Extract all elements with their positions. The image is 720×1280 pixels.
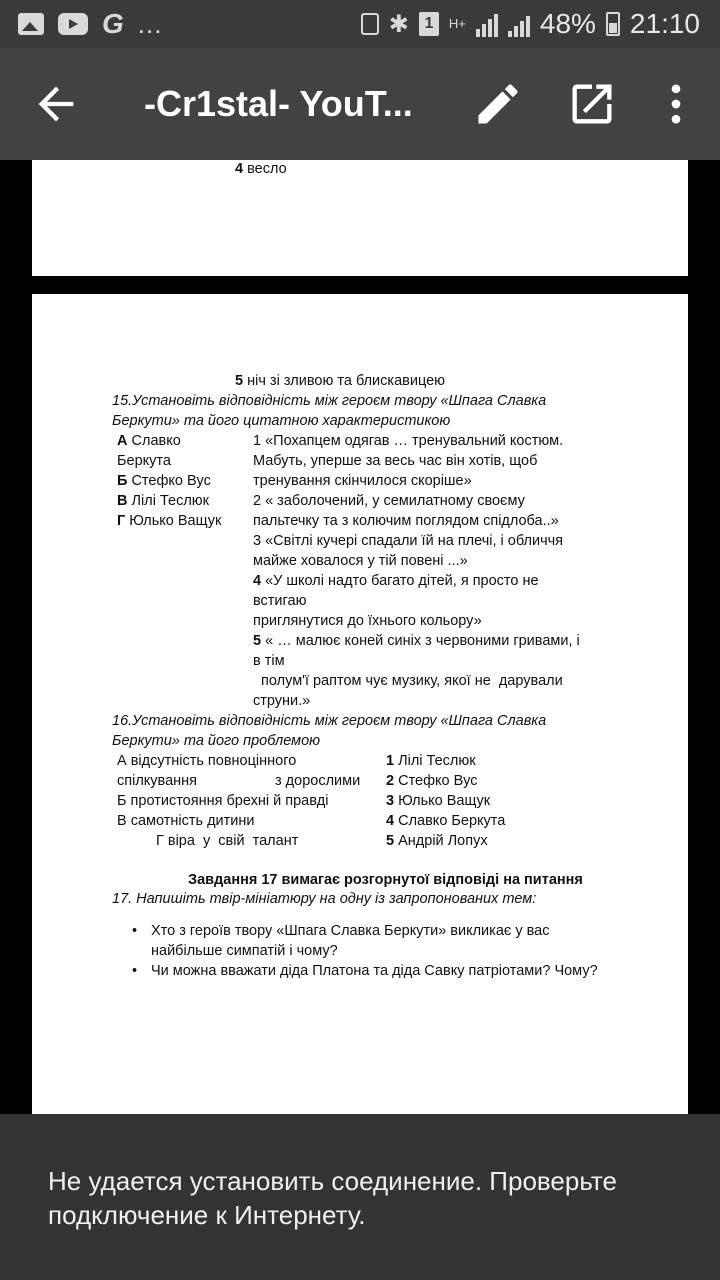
- bluetooth-icon: ✱: [388, 10, 409, 38]
- q16-answer: 5 Андрій Лопух: [386, 833, 488, 849]
- status-bar: [0, 0, 720, 48]
- q16-option-a-cont: спілкування: [117, 773, 198, 789]
- q16-answer: 2 Стефко Вус: [386, 773, 478, 789]
- q17-topic-1-cont: найбільше симпатій і чому?: [151, 943, 338, 959]
- q17-topic-2: Чи можна вважати діда Платона та діда Савку патріотами? Чому?: [151, 963, 598, 979]
- battery-icon: [606, 12, 620, 36]
- q16-option-v: В самотність дитини: [117, 813, 255, 829]
- question-16-title-cont: Беркути» та його проблемою: [112, 733, 321, 749]
- q15-quote-line: майже ховалося у тій повені ...»: [253, 553, 468, 569]
- signal-2-icon: [508, 11, 530, 37]
- youtube-icon: [58, 13, 88, 35]
- back-arrow-icon[interactable]: [30, 78, 82, 130]
- task-17-heading: Завдання 17 вимагає розгорнутої відповіді на питання: [188, 872, 583, 888]
- question-16-title: 16.Установіть відповідність між героєм твору «Шпага Славка: [112, 713, 547, 729]
- q15-quote-line: тренування скінчилося скоріше»: [253, 473, 472, 489]
- q15-option-a: А Славко: [117, 433, 181, 449]
- q16-option-a-cont-2: з дорослими: [275, 773, 361, 789]
- q16-answer: 3 Юлько Ващук: [386, 793, 491, 809]
- question-17-title: 17. Напишіть твір-мініатюру на одну із запропонованих тем:: [112, 891, 537, 907]
- clock: 21:10: [629, 8, 700, 39]
- lock-icon: [361, 13, 379, 35]
- q15-option-v: В Лілі Теслюк: [117, 493, 209, 509]
- edit-icon[interactable]: [472, 78, 524, 130]
- q15-quote-line: в тім: [253, 653, 285, 669]
- q15-quote-line: 1 «Похапцем одягав … тренувальний костюм.: [253, 433, 564, 449]
- q15-quote-line: приглянутися до їхнього кольору»: [253, 613, 482, 629]
- q15-quote-line: 2 « заболочений, у семилатному своєму: [253, 493, 525, 509]
- app-bar: [0, 48, 720, 160]
- network-type-icon: H+: [448, 16, 466, 31]
- question-15-title-cont: Беркути» та його цитатною характеристикою: [112, 413, 451, 429]
- battery-percent: 48%: [539, 8, 596, 39]
- q16-answer: 1 Лілі Теслюк: [386, 753, 476, 769]
- signal-icon: [476, 11, 498, 37]
- sim-icon: 1: [419, 12, 439, 36]
- g-icon: G: [102, 8, 124, 39]
- q15-option-b: Б Стефко Вус: [117, 473, 211, 489]
- q15-quote-line: струни.»: [253, 693, 311, 709]
- gallery-icon: [18, 13, 44, 35]
- q15-option-g: Г Юлько Ващук: [117, 513, 222, 529]
- q15-quote-line: 3 «Світлі кучері спадали їй на плечі, і обличчя: [253, 533, 564, 549]
- question-15-title: 15.Установіть відповідність між героєм твору «Шпага Славка: [112, 393, 547, 409]
- q15-option-a-cont: Беркута: [117, 453, 171, 469]
- bullet-icon: •: [132, 963, 138, 979]
- q16-answer: 4 Славко Беркута: [386, 813, 506, 829]
- snackbar-message: Не удается установить соединение. Проверьте подключение к Интернету.: [48, 1166, 617, 1230]
- more-vert-icon[interactable]: [650, 78, 702, 130]
- list-item: 4 весло: [235, 161, 287, 177]
- snackbar: [0, 1114, 720, 1280]
- document-page-1: [32, 160, 688, 276]
- q15-quote-line: полум'ї раптом чує музику, якої не дарували: [253, 673, 563, 689]
- more-notifications-icon: ...: [137, 8, 163, 39]
- document-title: -Cr1stal- YouT...: [144, 83, 413, 124]
- list-item: 5 ніч зі зливою та блискавицею: [235, 373, 446, 389]
- q16-option-g: Г віра у свій талант: [156, 833, 299, 849]
- document-page-2: [32, 294, 688, 1114]
- q15-quote-line: встигаю: [253, 593, 307, 609]
- q16-option-b: Б протистояння брехні й правді: [117, 793, 329, 809]
- q15-quote-line: 4 «У школі надто багато дітей, я просто не: [253, 573, 539, 589]
- q15-quote-line: 5 « … малює коней синіх з червоними гривами, і: [253, 633, 580, 649]
- bullet-icon: •: [132, 923, 138, 939]
- q15-quote-line: пальтечку та з колючим поглядом спідлоба..»: [253, 513, 559, 529]
- q16-option-a: А відсутність повноцінного: [117, 753, 297, 769]
- q17-topic-1: Хто з героїв твору «Шпага Славка Беркути» викликає у вас: [151, 923, 550, 939]
- open-external-icon[interactable]: [566, 78, 618, 130]
- q15-quote-line: Мабуть, уперше за весь час він хотів, щоб: [253, 453, 538, 469]
